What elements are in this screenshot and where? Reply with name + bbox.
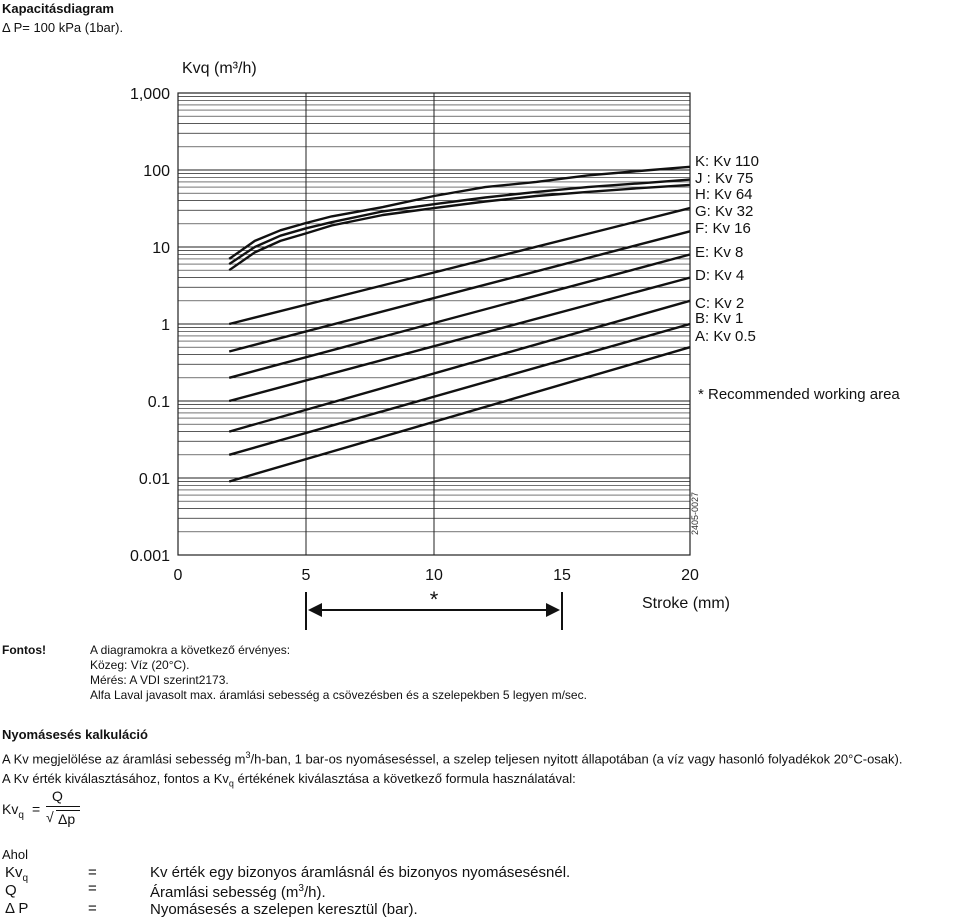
figure-code: 2405-0027 (690, 491, 700, 535)
def-symbol (5, 864, 28, 884)
y-tick-label: 100 (143, 163, 170, 180)
y-tick-label: 1,000 (129, 86, 170, 103)
y-tick-label: 0.1 (147, 394, 170, 411)
legend-label: K: Kv 110 (695, 153, 759, 170)
series-line (229, 231, 690, 351)
def-equals: = (88, 864, 97, 881)
y-tick-label: 0.01 (138, 471, 170, 488)
def-symbol: Δ P (5, 900, 29, 917)
x-tick-label: 5 (301, 567, 311, 584)
calc-heading: Nyomásesés kalkuláció (2, 727, 148, 742)
x-tick-label: 20 (681, 567, 699, 584)
series-line (229, 255, 690, 378)
arrow-head-left (308, 603, 322, 617)
recommended-area-note: * Recommended working area (698, 386, 900, 403)
calc-text: /h-ban, 1 bar-os nyomáseséssel, a szelep teljesen nyitott állapotában (a víz vagy hasonló folyadékok 20°C-osak). (250, 751, 903, 767)
legend-label: D: Kv 4 (695, 267, 745, 284)
superscript: 3 (245, 750, 251, 760)
legend-label: A: Kv 0.5 (695, 328, 756, 345)
def-text: Áramlási sebesség (m (150, 884, 299, 901)
def-description (150, 883, 326, 901)
def-description: Kv érték egy bizonyos áramlásnál és bizonyos nyomásesésnél. (150, 864, 571, 881)
x-tick-label: 10 (425, 567, 443, 584)
def-description: Nyomásesés a szelepen keresztül (bar). (150, 901, 418, 918)
def-sym: Kv (5, 864, 23, 881)
calc-paragraph-2 (2, 771, 576, 789)
series-line (229, 324, 690, 455)
arrow-head-right (546, 603, 560, 617)
fraction-bar (46, 806, 80, 807)
notes-label: Fontos! (2, 643, 46, 657)
legend-label: E: Kv 8 (695, 244, 744, 261)
x-axis-label: Stroke (mm) (642, 595, 730, 612)
x-tick-label: 15 (553, 567, 571, 584)
x-tick-label: 0 (173, 567, 183, 584)
ahol-label: Ahol (2, 847, 29, 862)
formula-equals: = (32, 801, 41, 817)
pressure-subtitle: Δ P= 100 kPa (1bar). (2, 20, 124, 35)
note-line: A diagramokra a következő érvényes: (90, 643, 291, 657)
calc-text: értékének kiválasztása a következő formula használatával: (233, 771, 576, 786)
formula-denominator: Δp (58, 811, 76, 827)
legend-label: J : Kv 75 (695, 170, 754, 187)
legend-label: G: Kv 32 (695, 203, 754, 220)
y-tick-label: 10 (152, 240, 170, 257)
superscript: 3 (298, 883, 304, 894)
legend-label: C: Kv 2 (695, 295, 745, 312)
formula-sub: q (18, 809, 24, 821)
formula (2, 801, 24, 821)
series-line (229, 185, 690, 270)
def-equals: = (88, 880, 97, 897)
y-axis-label: Kvq (m³/h) (182, 60, 257, 77)
formula-lhs: Kv (2, 801, 19, 817)
legend-label: H: Kv 64 (695, 186, 753, 203)
note-line: Közeg: Víz (20°C). (90, 658, 190, 672)
note-line: Alfa Laval javasolt max. áramlási sebesség a csövezésben és a szelepekben 5 legyen m/sec. (90, 688, 587, 702)
def-text: /h). (303, 884, 326, 901)
note-line: Mérés: A VDI szerint2173. (90, 673, 229, 687)
y-tick-label: 1 (161, 317, 170, 334)
recommended-marker: * (429, 587, 439, 612)
def-sub: q (22, 873, 29, 884)
legend-label: F: Kv 16 (695, 220, 751, 237)
calc-text: A Kv megjelölése az áramlási sebesség m (2, 751, 246, 767)
page-title: Kapacitásdiagram (2, 1, 114, 16)
calc-text: A Kv érték kiválasztásához, fontos a Kv (2, 771, 229, 786)
subscript: q (228, 778, 234, 789)
series-line (229, 278, 690, 401)
sqrt-symbol: √ (46, 809, 54, 825)
calc-paragraph-1 (2, 750, 902, 766)
y-tick-label: 0.001 (129, 548, 170, 565)
series-line (229, 167, 690, 259)
def-equals: = (88, 900, 97, 917)
formula-numerator: Q (52, 788, 63, 804)
legend-label: B: Kv 1 (695, 310, 744, 327)
def-symbol: Q (5, 882, 17, 899)
